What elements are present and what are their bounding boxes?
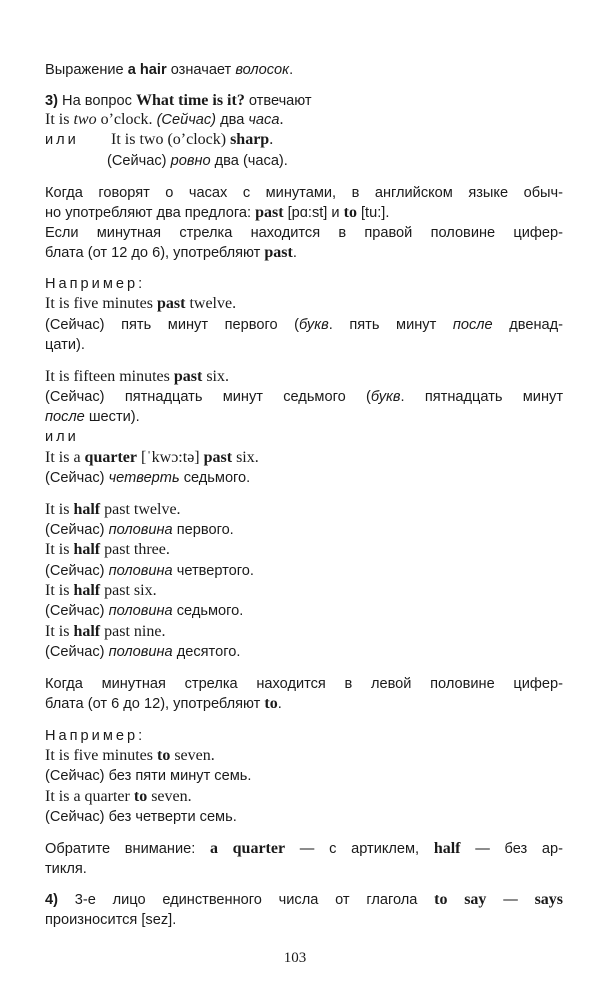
text-line: It is five minutes to seven. <box>45 747 215 764</box>
text-line: It is five minutes past twelve. <box>45 295 237 312</box>
text-line: It is half past six. <box>45 582 157 599</box>
text-line: It is fifteen minutes past six. <box>45 368 229 385</box>
text-line: (Сейчас) четверть седьмого. <box>45 470 251 486</box>
text-line: (Сейчас) половина десятого. <box>45 644 241 660</box>
text-line: (Сейчас) без четверти семь. <box>45 809 237 825</box>
text-line: It is two o’clock. (Сейчас) два часа. <box>45 111 284 128</box>
text-line: It is half past nine. <box>45 623 166 640</box>
text-line: блата (от 6 до 12), употребляют to. <box>45 695 282 712</box>
text-line: или It is two (o’clock) sharp. <box>45 131 274 148</box>
text-line: (Сейчас) пять минут первого (букв. пять минут после двенад- <box>45 317 563 333</box>
text-line: или <box>45 429 79 445</box>
page-number: 103 <box>283 950 307 966</box>
text-line: Например: <box>45 728 146 744</box>
text-line: It is half past twelve. <box>45 501 181 518</box>
text-line: Когда говорят о часах с минутами, в английском языке обыч- <box>45 185 563 201</box>
text-line: (Сейчас) пятнадцать минут седьмого (букв. пятнадцать минут <box>45 389 564 405</box>
text-line: (Сейчас) без пяти минут семь. <box>45 768 252 784</box>
text-line: но употребляют два предлога: past [pɑ:st] и to [tu:]. <box>45 204 390 221</box>
text-line: тикля. <box>45 861 87 877</box>
text-line: цати). <box>45 337 85 353</box>
text-line: It is a quarter [ˈkwɔ:tə] past six. <box>45 449 259 466</box>
text-line: 3) На вопрос What time is it? отвечают <box>45 92 312 109</box>
text-line: (Сейчас) половина четвертого. <box>45 563 254 579</box>
text-line: блата (от 12 до 6), употребляют past. <box>45 244 297 261</box>
text-line: (Сейчас) половина седьмого. <box>45 603 244 619</box>
text-line: Например: <box>45 276 146 292</box>
text-line: после шести). <box>45 409 140 425</box>
text-line: Выражение a hair означает волосок. <box>45 62 294 78</box>
text-line: It is half past three. <box>45 541 170 558</box>
text-line: Если минутная стрелка находится в правой половине цифер- <box>45 225 563 241</box>
text-line: произносится [sez]. <box>45 912 177 928</box>
text-line: (Сейчас) ровно два (часа). <box>107 153 288 169</box>
text-line: Когда минутная стрелка находится в левой половине цифер- <box>45 676 563 692</box>
text-line: (Сейчас) половина первого. <box>45 522 234 538</box>
text-line: 4) 3-е лицо единственного числа от глагола to say — says <box>45 891 564 908</box>
text-line: It is a quarter to seven. <box>45 788 192 805</box>
text-line: Обратите внимание: a quarter — с артиклем, half — без ар- <box>45 840 563 857</box>
